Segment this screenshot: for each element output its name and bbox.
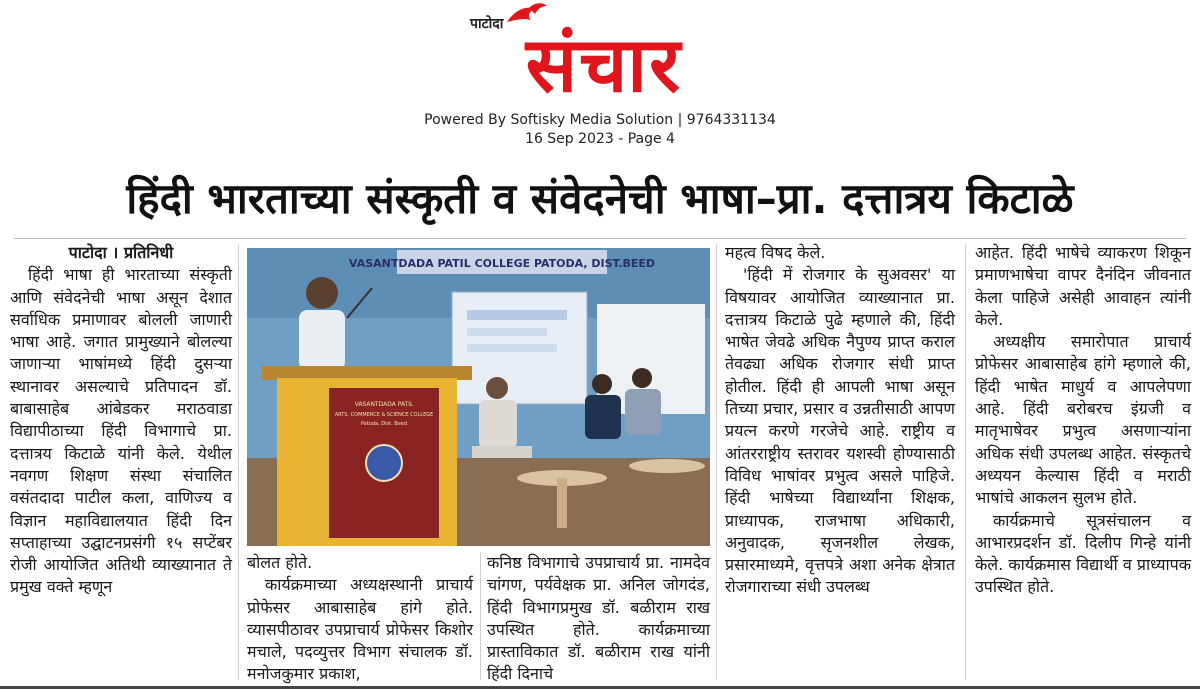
masthead-place: पाटोदा	[470, 16, 504, 32]
event-photo-illustration	[247, 248, 710, 546]
column-3	[487, 552, 710, 686]
masthead-title: संचार	[525, 20, 683, 109]
podium-text-1: VASANTDADA PATIL	[354, 401, 414, 408]
podium-text-3: Patoda, Dist. Beed	[360, 421, 408, 427]
event-photo	[247, 248, 710, 546]
column-2	[247, 552, 473, 686]
column-5-text-1: आहेत. हिंदी भाषेचे व्याकरण शिकून प्रमाणभाषेचा वापर दैनंदिन जीवनात केला पाहिजे असेही आवाहन त्यांनी केले.	[975, 243, 1191, 329]
column-divider	[716, 244, 717, 680]
column-divider	[965, 244, 966, 680]
column-4-text-2: 'हिंदी में रोजगार के सुअवसर' या विषयावर आयोजित व्याख्यानात प्रा. दत्तात्रय किटाळे पुढे म्हणाले की, हिंदी भाषेत जेवढे अधिक नैपुण्य प्राप्त कराल तेवढ्या अधिक रोजगार संधी प्राप्त होतील. हिंदी ही आपली भाषा असून तिच्या प्रचार, प्रसार व उन्नतीसाठी आपण प्रयत्न करणे गरजेचे आहे. राष्ट्रीय व आंतरराष्ट्रीय स्तरावर यशस्वी होण्यासाठी विविध भाषांवर प्रभुत्व असले पाहिजे. हिंदी भाषेच्या विद्यार्थ्यांना शिक्षक, प्राध्यापक, राजभाषा अधिकारी, अनुवादक, सृजनशील लेखक, प्रसारमाध्यमे, वृत्तपत्रे अशा अनेक क्षेत्रात रोजगाराच्या संधी उपलब्ध	[725, 265, 955, 597]
headline-rule	[14, 238, 1186, 239]
column-divider	[480, 552, 481, 680]
column-4	[725, 242, 955, 599]
podium-text-2: ARTS, COMMERCE & SCIENCE COLLEGE	[334, 412, 434, 418]
column-divider	[238, 244, 239, 680]
column-3-text: कनिष्ठ विभागाचे उपप्राचार्य प्रा. नामदेव चांगण, पर्यवेक्षक प्रा. अनिल जोगदंड, हिंदी विभागप्रमुख डॉ. बळीराम राख उपस्थित होते. कार्यक्रमाच्या प्रास्ताविकात डॉ. बळीराम राख यांनी हिंदी दिनाचे	[487, 553, 710, 684]
column-5	[975, 242, 1191, 599]
powered-by-line: Powered By Softisky Media Solution | 9764331134	[424, 112, 776, 128]
column-5-text-2: अध्यक्षीय समारोपात प्राचार्य प्रोफेसर आबासाहेब हांगे म्हणाले की, हिंदी भाषेत माधुर्य व आपलेपणा आहे. हिंदी बरोबरच इंग्रजी व मातृभाषेवर प्रभुत्व असणाऱ्यांना अधिक संधी उपलब्ध आहेत. संस्कृतचे अध्ययन केल्यास हिंदी व मराठी भाषांचे आकलन सुलभ होते.	[975, 332, 1191, 508]
date-page-line: 16 Sep 2023 - Page 4	[525, 131, 675, 147]
article-headline: हिंदी भारताच्या संस्कृती व संवेदनेची भाषा–प्रा. दत्तात्रय किटाळे	[126, 174, 1074, 223]
column-4-text-1: महत्व विषद केले.	[725, 243, 826, 262]
column-2-text-2: कार्यक्रमाच्या अध्यक्षस्थानी प्राचार्य प्रोफेसर आबासाहेब हांगे होते. व्यासपीठावर उपप्राचार्य प्रोफेसर किशोर मचाले, पदव्युत्तर विभाग संचालक डॉ. मनोजकुमार प्रकाश,	[247, 575, 473, 684]
column-2-text-1: बोलत होते.	[247, 553, 313, 572]
masthead	[0, 0, 1200, 160]
photo-banner-text: VASANTDADA PATIL COLLEGE PATODA, DIST.BEED	[348, 257, 656, 270]
column-1	[10, 242, 232, 599]
column-1-text: हिंदी भाषा ही भारताच्या संस्कृती आणि संवेदनेची भाषा असून देशात सर्वाधिक प्रमाणावर बोलली जाणारी भाषा आहे. जगात प्रामुख्याने बोलल्या जाणाऱ्या भाषांमध्ये हिंदी दुसऱ्या स्थानावर असल्याचे प्रतिपादन डॉ. बाबासाहेब आंबेडकर मराठवाडा विद्यापीठाच्या हिंदी विभागाचे प्रा. दत्तात्रय किटाळे यांनी केले. येथील नवगण शिक्षण संस्था संचालित वसंतदादा पाटील कला, वाणिज्य व विज्ञान महाविद्यालयात हिंदी दिन सप्ताहाच्या उद्घाटनप्रसंगी १५ सप्टेंबर रोजी आयोजित अतिथी व्याख्यानात ते प्रमुख वक्ते म्हणून	[10, 265, 232, 597]
byline: पाटोदा । प्रतिनिधी	[68, 243, 174, 262]
column-5-text-3: कार्यक्रमाचे सूत्रसंचालन व आभारप्रदर्शन डॉ. दिलीप गिन्हे यांनी केले. कार्यक्रमास विद्यार्थी व प्राध्यापक उपस्थित होते.	[975, 510, 1191, 597]
